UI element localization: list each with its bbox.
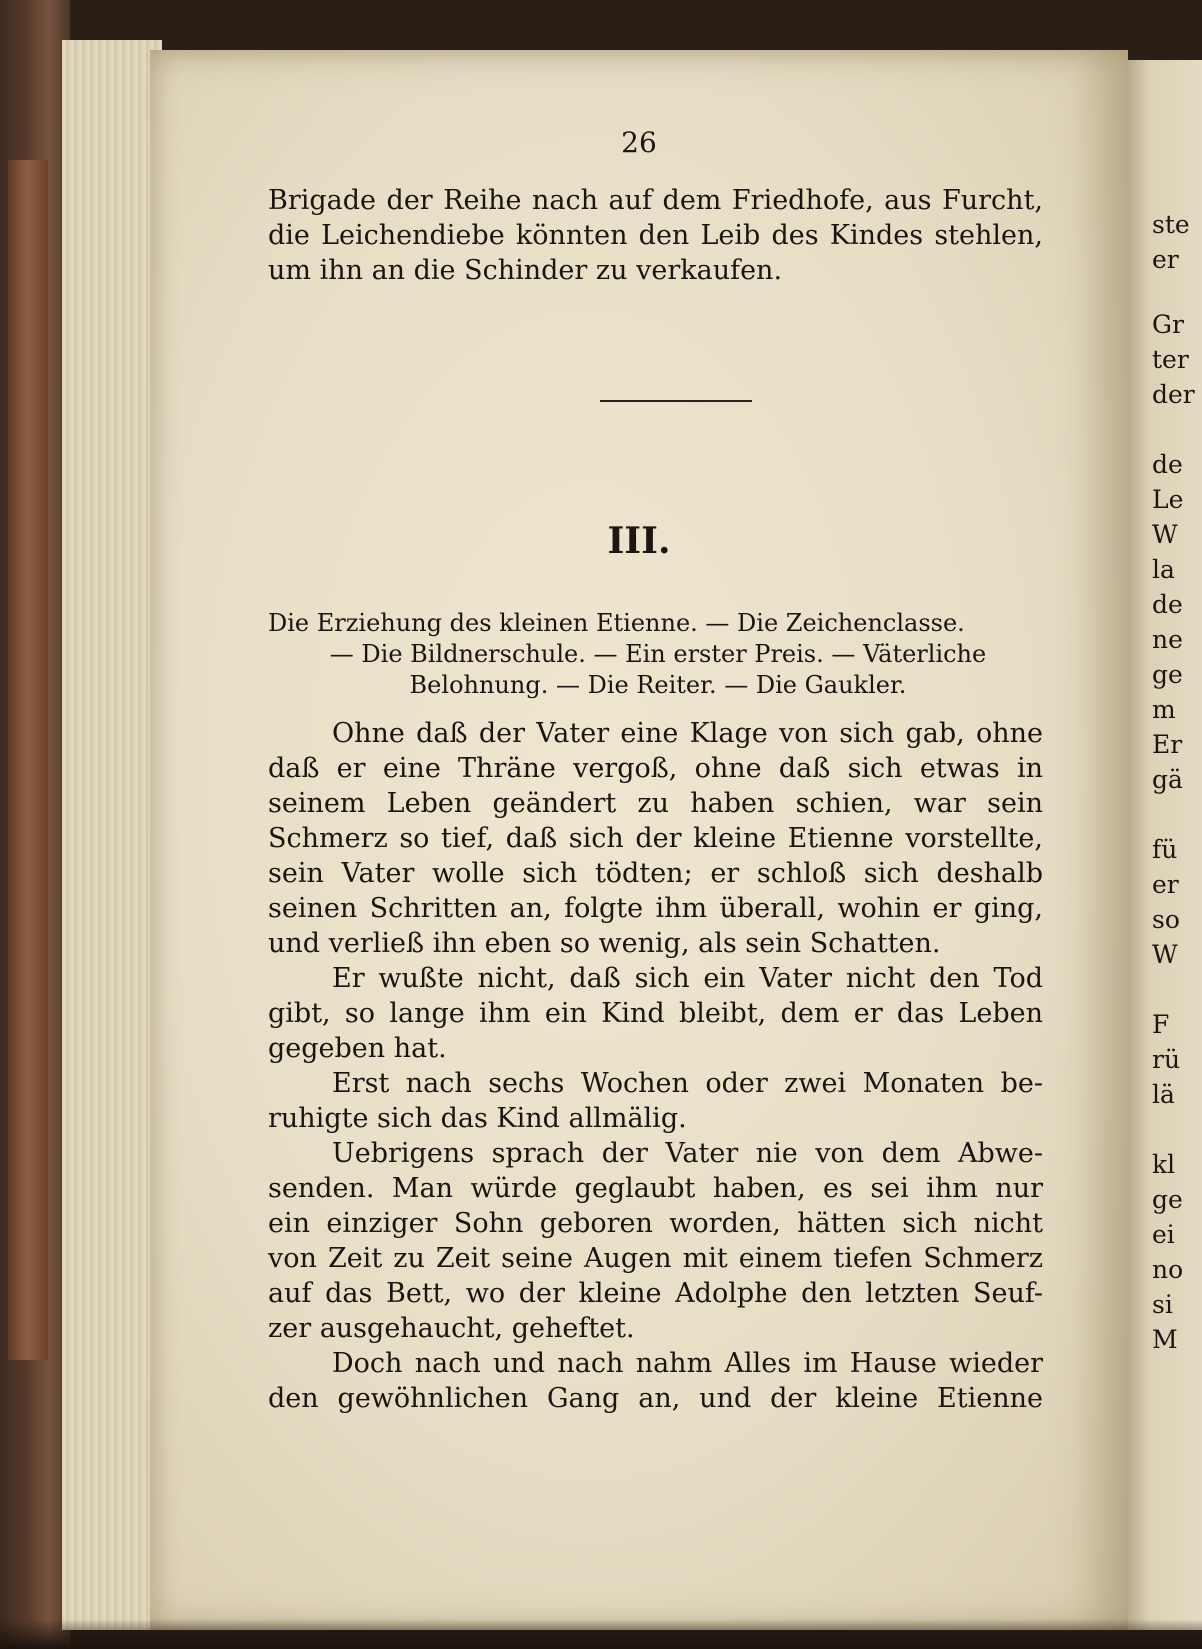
facing-page-edge [1128, 60, 1202, 1630]
text-line: ein einziger Sohn geboren worden, hätten sich nicht [268, 1208, 1043, 1239]
text-line: gegeben hat. [268, 1033, 447, 1064]
text-line: und verließ ihn eben so wenig, als sein Schatten. [268, 928, 941, 959]
facing-page-fragment: de [1152, 590, 1183, 619]
text-line: um ihn an die Schinder zu verkaufen. [268, 255, 783, 286]
facing-page-fragment: m [1152, 695, 1176, 724]
text-line: ruhigte sich das Kind allmälig. [268, 1103, 687, 1134]
text-line: Ohne daß der Vater eine Klage von sich gab, ohne [332, 718, 1043, 749]
text-line: zer ausgehaucht, geheftet. [268, 1313, 635, 1344]
text-line: senden. Man würde geglaubt haben, es sei ihm nur [268, 1173, 1043, 1204]
text-line: Schmerz so tief, daß sich der kleine Etienne vorstellte, [268, 823, 1043, 854]
facing-page-fragment: M [1152, 1325, 1178, 1354]
paragraph [268, 1136, 1043, 1346]
facing-page-fragment: fü [1152, 835, 1178, 864]
page-number: 26 [621, 126, 657, 159]
chapter-synopsis [268, 608, 1048, 701]
facing-page-fragment: de [1152, 450, 1183, 479]
page-stack [62, 40, 162, 1630]
facing-page-fragment: W [1152, 940, 1178, 969]
facing-page-fragment: W [1152, 520, 1178, 549]
paragraph [268, 716, 1043, 961]
facing-page-fragment: gä [1152, 765, 1183, 794]
text-line: Brigade der Reihe nach auf dem Friedhofe, aus Furcht, [268, 185, 1043, 216]
facing-page-fragment: so [1152, 905, 1180, 934]
book-spine [8, 160, 48, 1360]
facing-page-fragment: ne [1152, 625, 1183, 654]
text-line: Er wußte nicht, daß sich ein Vater nicht den Tod [332, 963, 1043, 994]
paragraph [268, 1066, 1043, 1136]
synopsis-line: — Die Bildnerschule. — Ein erster Preis. — Väterliche [329, 640, 987, 668]
text-line: den gewöhnlichen Gang an, und der kleine Etienne [268, 1383, 1043, 1414]
facing-page-fragment: er [1152, 870, 1179, 899]
facing-page-fragment: er [1152, 245, 1179, 274]
facing-page-fragment: ter [1152, 345, 1189, 374]
text-line: seinem Leben geändert zu haben schien, war sein [268, 788, 1043, 819]
section-divider [600, 400, 752, 402]
facing-page-fragment: F [1152, 1010, 1170, 1039]
facing-page-fragment: si [1152, 1290, 1173, 1319]
text-line: seinen Schritten an, folgte ihm überall, wohin er ging, [268, 893, 1043, 924]
text-line: Uebrigens sprach der Vater nie von dem Abwe- [332, 1138, 1043, 1169]
facing-page-fragment: no [1152, 1255, 1184, 1284]
paragraph [268, 961, 1043, 1066]
facing-page-fragment: lä [1152, 1080, 1175, 1109]
chapter-number: III. [607, 520, 671, 562]
facing-page-fragment: der [1152, 380, 1195, 409]
text-line: Doch nach und nach nahm Alles im Hause wieder [332, 1348, 1043, 1379]
text-line: die Leichendiebe könnten den Leib des Kindes stehlen, [268, 220, 1043, 251]
facing-page-fragment: Le [1152, 485, 1184, 514]
facing-page-fragment: ge [1152, 660, 1183, 689]
facing-page-fragment: Er [1152, 730, 1183, 759]
text-line: daß er eine Thräne vergoß, ohne daß sich etwas in [268, 753, 1043, 784]
facing-page-fragment: ei [1152, 1220, 1175, 1249]
book-page [150, 50, 1128, 1630]
facing-page-fragment: la [1152, 555, 1175, 584]
paragraph [268, 1346, 1043, 1416]
text-line: von Zeit zu Zeit seine Augen mit einem tiefen Schmerz [268, 1243, 1043, 1274]
bottom-shadow [0, 1619, 1202, 1649]
facing-page-fragment: ge [1152, 1185, 1183, 1214]
synopsis-line: Die Erziehung des kleinen Etienne. — Die Zeichenclasse. [268, 609, 965, 637]
text-line: Erst nach sechs Wochen oder zwei Monaten be- [332, 1068, 1043, 1099]
facing-page-fragment: ste [1152, 210, 1190, 239]
facing-page-fragment: rü [1152, 1045, 1181, 1074]
text-line: sein Vater wolle sich tödten; er schloß sich deshalb [268, 858, 1043, 889]
facing-page-fragment: Gr [1152, 310, 1184, 339]
text-line: auf das Bett, wo der kleine Adolphe den letzten Seuf- [268, 1278, 1043, 1309]
synopsis-line: Belohnung. — Die Reiter. — Die Gaukler. [409, 671, 907, 699]
continuation-text [268, 183, 1043, 288]
text-line: gibt, so lange ihm ein Kind bleibt, dem er das Leben [268, 998, 1043, 1029]
facing-page-fragment: kl [1152, 1150, 1176, 1179]
